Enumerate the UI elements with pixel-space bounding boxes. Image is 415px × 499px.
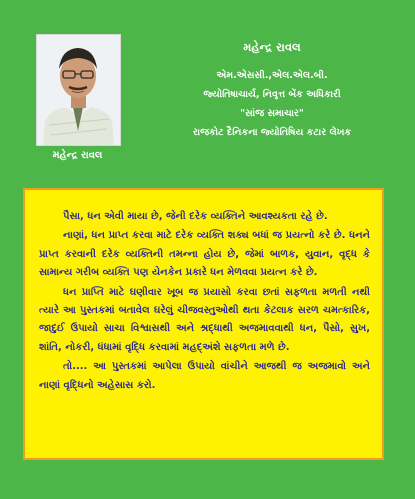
author-column: રાજકોટ દૈનિકના જ્યોતિષિય કટાર લેખક (192, 127, 352, 138)
photo-caption: મહેન્દ્ર રાવલ (52, 150, 103, 161)
author-info (136, 40, 408, 142)
description-paragraph: પૈસા, ધન એવી માયા છે, જેની દરેક વ્યક્તિને આવશ્યકતા રહે છે. (63, 211, 328, 222)
author-publication: "સાંજ સમાચાર" (240, 108, 304, 119)
author-degree: એમ.એસસી.,એલ.એલ.બી. (216, 70, 328, 81)
author-profession: જ્યોતિષાચાર્ય, નિવૃત્ત બેંક અધિકારી (203, 89, 341, 100)
author-photo (36, 34, 121, 146)
description-paragraph: નાણાં, ધન પ્રાપ્ત કરવા માટે દરેક વ્યક્તિ શક્ય બધાં જ પ્રયત્નો કરે છે. ધનને પ્રાપ્ત કરવાની દરેક વ્યક્તિની તમન્ના હોય છે, જેમાં બાળક, યુવાન, વૃદ્ધ કે સામાન્ય ગરીબ વ્યક્તિ પણ યેનકેન પ્રકારે ધન મેળવવા પ્રયત્ન કરે છે. (39, 230, 370, 279)
description-box (23, 188, 384, 460)
author-name: મહેન્દ્ર રાવલ (243, 40, 301, 54)
description-paragraph: ધન પ્રાપ્તિ માટે ઘણીવાર ખૂબ જ પ્રયાસો કરવા છતાં સફળતા મળતી નથી ત્યારે આ પુસ્તકમાં બતાવેલ ઘરેલું ચીજવસ્તુઓથી થતા કેટલાક સરળ ચમત્કારિક, જાદુઈ ઉપાયો સાચા વિશ્વાસથી અને શ્રદ્ધાથી અજમાવવાથી ધન, પૈસો, સુખ, શાંતિ, નોકરી, ધંધામાં વૃદ્ધિ કરવામાં મહદ્અંશે સફળતા મળે છે. (39, 286, 370, 353)
author-portrait-image (37, 35, 120, 145)
description-paragraph: તો.... આ પુસ્તકમાં આપેલા ઉપાયો વાંચીને આજથી જ અજમાવો અને નાણાં વૃદ્ધિનો અહેસાસ કરો. (39, 361, 370, 391)
